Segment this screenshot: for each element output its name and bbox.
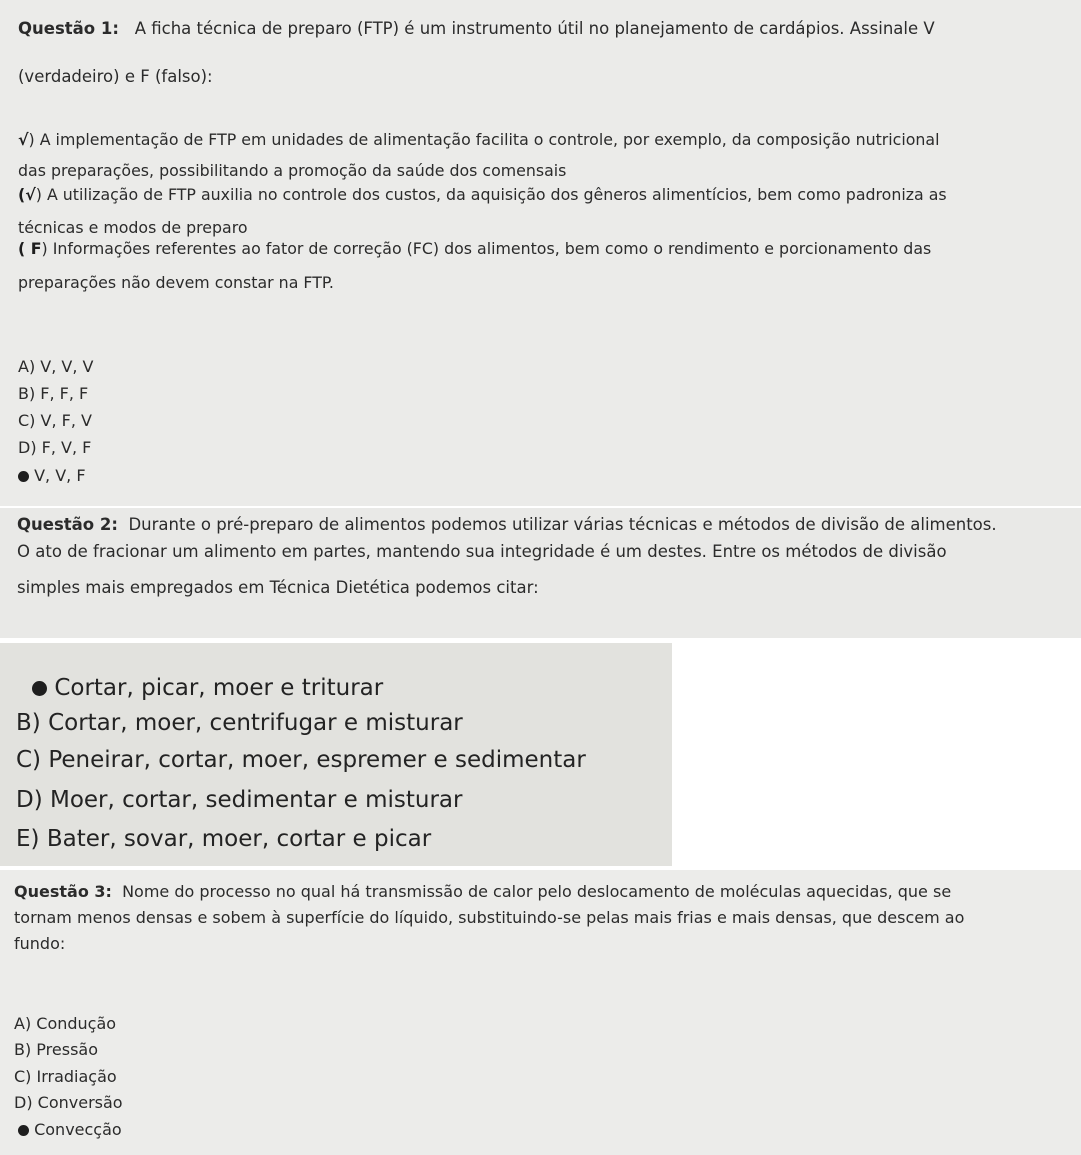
- question-3-line-1: Questão 3: Nome do processo no qual há transmissão de calor pelo deslocamento de moléculas aquecidas, que se: [14, 882, 952, 901]
- q2-option-b[interactable]: B) Cortar, moer, centrifugar e misturar: [16, 710, 463, 736]
- q3-option-a[interactable]: A) Condução: [14, 1014, 117, 1033]
- question-2-options-panel: [0, 643, 672, 866]
- question-3-line-3: fundo:: [14, 934, 66, 953]
- question-1-panel: [0, 0, 1081, 506]
- question-3-line-2: tornam menos densas e sobem à superfície do líquido, substituindo-se pelas mais frias e mais densas, que descem ao: [14, 908, 965, 927]
- question-1-label: Questão 1:: [18, 19, 119, 38]
- question-1-text-line-1: A ficha técnica de preparo (FTP) é um instrumento útil no planejamento de cardápios. Assinale V: [134, 19, 935, 38]
- q1-option-a[interactable]: A) V, V, V: [18, 357, 94, 376]
- question-3-label: Questão 3:: [14, 882, 112, 901]
- q3-option-d[interactable]: D) Conversão: [14, 1093, 123, 1112]
- statement-2-line-1: (√) A utilização de FTP auxilia no controle dos custos, da aquisição dos gêneros alimentícios, bem como padroniza as: [18, 185, 947, 204]
- q1-option-e[interactable]: V, V, F: [18, 465, 86, 487]
- question-2-line-1: Questão 2: Durante o pré-preparo de alimentos podemos utilizar várias técnicas e métodos de divisão de alimentos.: [17, 515, 997, 534]
- statement-3-f-mark: ( F: [18, 239, 42, 258]
- question-2-line-2: O ato de fracionar um alimento em partes, mantendo sua integridade é um destes. Entre os métodos de divisão: [17, 542, 947, 561]
- statement-1-check-mark: √: [18, 130, 29, 149]
- q1-option-d[interactable]: D) F, V, F: [18, 438, 92, 457]
- question-1-header-line: [18, 17, 935, 40]
- filled-answer-bubble-icon: [18, 1125, 29, 1136]
- question-2-panel: [0, 508, 1081, 638]
- question-2-line-3: simples mais empregados em Técnica Dietética podemos citar:: [17, 578, 539, 597]
- q3-option-c[interactable]: C) Irradiação: [14, 1067, 117, 1086]
- question-3-panel: [0, 870, 1081, 1155]
- statement-2-line-2: técnicas e modos de preparo: [18, 218, 248, 237]
- q2-option-a[interactable]: Cortar, picar, moer e triturar: [32, 673, 383, 703]
- question-1-text-line-2: (verdadeiro) e F (falso):: [18, 67, 213, 86]
- filled-answer-bubble-icon: [18, 471, 29, 482]
- filled-answer-bubble-icon: [32, 681, 47, 696]
- q1-option-c[interactable]: C) V, F, V: [18, 411, 92, 430]
- statement-1-line-2: das preparações, possibilitando a promoção da saúde dos comensais: [18, 161, 567, 180]
- q2-option-e[interactable]: E) Bater, sovar, moer, cortar e picar: [16, 826, 432, 852]
- statement-3-line-2: preparações não devem constar na FTP.: [18, 273, 334, 292]
- q2-option-d[interactable]: D) Moer, cortar, sedimentar e misturar: [16, 787, 463, 813]
- q2-option-c[interactable]: C) Peneirar, cortar, moer, espremer e sedimentar: [16, 747, 586, 773]
- statement-1-line-1: √) A implementação de FTP em unidades de alimentação facilita o controle, por exemplo, da composição nutricional: [18, 130, 940, 149]
- q1-option-b[interactable]: B) F, F, F: [18, 384, 89, 403]
- q3-option-b[interactable]: B) Pressão: [14, 1040, 99, 1059]
- statement-2-check-mark: (√: [18, 185, 36, 204]
- question-2-label: Questão 2:: [17, 515, 118, 534]
- statement-3-line-1: ( F) Informações referentes ao fator de correção (FC) dos alimentos, bem como o rendimento e porcionamento das: [18, 239, 932, 258]
- q3-option-e[interactable]: Convecção: [18, 1119, 122, 1141]
